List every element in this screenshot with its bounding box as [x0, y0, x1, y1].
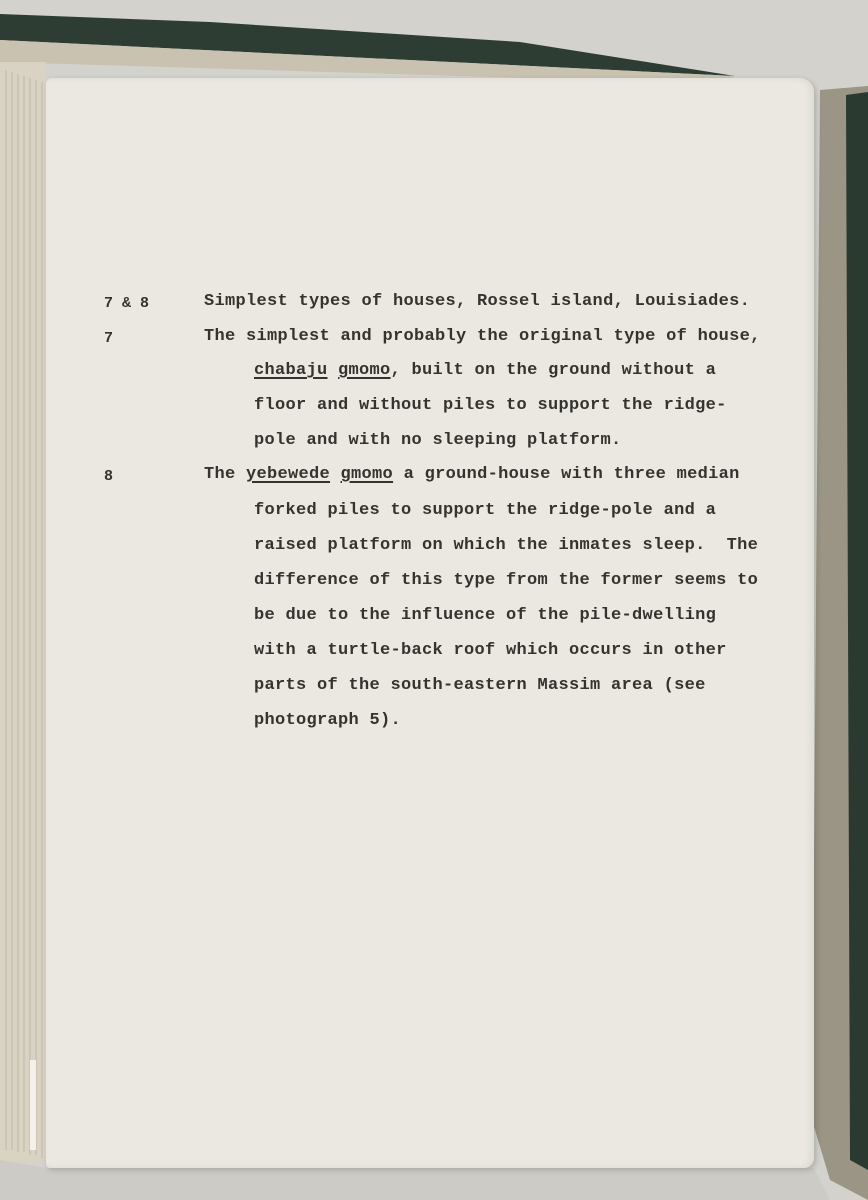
- text-segment: with a turtle-back roof which occurs in other: [254, 641, 727, 660]
- text-segment: Simplest types of houses, Rossel island, Louisiades.: [204, 292, 751, 311]
- caption-line: [254, 501, 716, 521]
- caption-line: [254, 676, 706, 696]
- caption-line: [254, 431, 622, 451]
- text-segment: , built on the ground without a: [390, 361, 717, 380]
- caption-line: [254, 361, 716, 381]
- text-segment: The simplest and probably the original type of house,: [204, 327, 761, 346]
- figure-reference: 8: [104, 468, 114, 485]
- text-segment: a ground-house with three median: [393, 465, 740, 484]
- text-segment: difference of this type from the former seems to: [254, 571, 759, 590]
- caption-line: [254, 396, 727, 416]
- text-segment: floor and without piles to support the ridge-: [254, 396, 727, 415]
- text-segment: be due to the influence of the pile-dwelling: [254, 606, 717, 625]
- caption-line: [204, 292, 750, 312]
- caption-line: [204, 327, 761, 347]
- caption-line: [254, 571, 758, 591]
- caption-line: [254, 606, 716, 626]
- text-segment: raised platform on which the inmates sleep. The: [254, 536, 759, 555]
- caption-line: [254, 711, 401, 731]
- text-segment: forked piles to support the ridge-pole and a: [254, 501, 717, 520]
- text-segment: [330, 465, 341, 484]
- caption-line: [204, 465, 740, 485]
- text-segment: photograph 5).: [254, 711, 402, 730]
- figure-reference: 7: [104, 330, 114, 347]
- caption-line: [254, 536, 758, 556]
- text-segment: [328, 361, 339, 380]
- text-segment: The: [204, 465, 247, 484]
- text-segment: pole and with no sleeping platform.: [254, 431, 622, 450]
- figure-reference: 7 & 8: [104, 295, 150, 312]
- text-segment: parts of the south-eastern Massim area (see: [254, 676, 706, 695]
- underlined-term: chabaju: [254, 361, 328, 380]
- underlined-term: gmomo: [338, 361, 391, 380]
- underlined-term: gmomo: [340, 465, 394, 484]
- caption-line: [254, 641, 727, 661]
- underlined-term: yebewede: [246, 465, 331, 484]
